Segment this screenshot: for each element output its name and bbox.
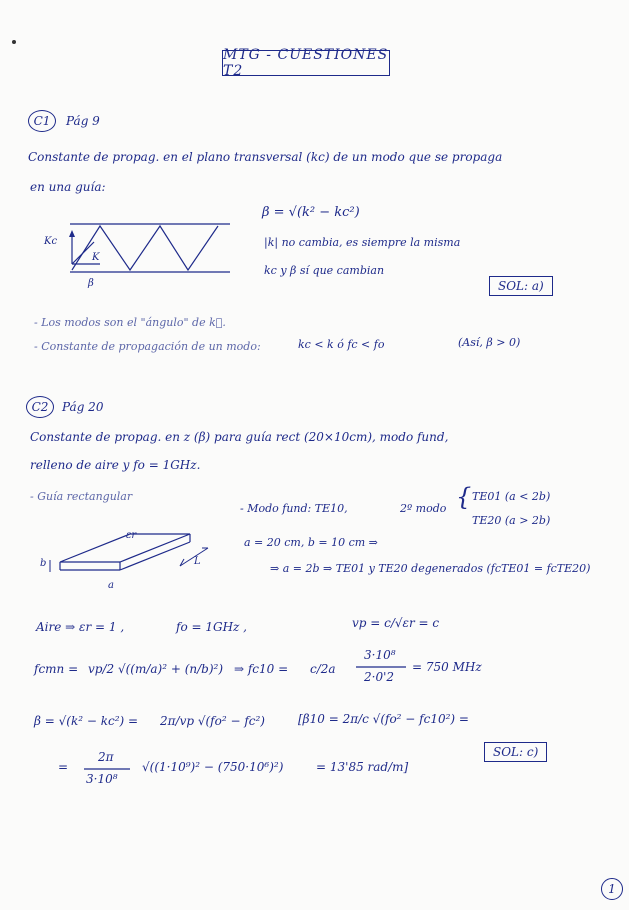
scan-dot (12, 40, 16, 44)
q2-dimensions: a = 20 cm, b = 10 cm ⇒ (244, 536, 378, 549)
equals-sign: = (58, 760, 69, 774)
q2-beta-lhs: β = √(k² − kc²) = (34, 714, 139, 728)
q1-condition: kc < k ó fc < fo (298, 338, 385, 351)
fraction-bar (356, 666, 408, 669)
q2-statement-line2: relleno de aire y fo = 1GHz. (30, 458, 201, 472)
q2-statement-line1: Constante de propag. en z (β) para guía rect (20×10cm), modo fund, (30, 430, 449, 444)
q1-note-kc: kc y β sí que cambian (264, 264, 385, 277)
q2-calc-denominator: 3·10⁸ (86, 772, 118, 786)
diagram-beta-label: β (88, 278, 94, 289)
page-title: MTG - CUESTIONES T2 (223, 47, 389, 79)
q2-second-mode: 2º modo (400, 502, 447, 515)
q2-air-condition: Aire ⇒ εr = 1 , (36, 620, 125, 634)
question-1-badge: C1 (28, 110, 56, 132)
q1-note-propagation: - Constante de propagación de un modo: (34, 340, 261, 353)
q2-solution-box: SOL: c) (484, 742, 547, 762)
q2-mode-option-te01: TE01 (a < 2b) (472, 490, 551, 503)
q2-fc10-lhs: ⇒ fc10 = (234, 662, 289, 676)
q1-note-k: |k| no cambia, es siempre la misma (264, 236, 461, 249)
diagram-b-label: b (40, 558, 47, 569)
q1-conclusion: (Así, β > 0) (458, 336, 521, 349)
q2-calc-sqrt: √((1·10⁹)² − (750·10⁶)²) (142, 760, 284, 774)
diagram-k-label: K (92, 252, 100, 263)
diagram-a-label: a (108, 580, 114, 591)
mode-brace: { (456, 483, 472, 511)
q1-statement-line1: Constante de propag. en el plano transversal (kc) de un modo que se propaga (28, 150, 503, 164)
q1-beta-formula: β = √(k² − kc²) (262, 205, 360, 220)
q1-note-modes: - Los modos son el "ángulo" de k⃗. (34, 316, 226, 329)
diagram-er-label: εr (126, 530, 137, 541)
q2-result: = 13'85 rad/m] (316, 760, 409, 774)
q2-degenerate-modes: ⇒ a = 2b ⇒ TE01 y TE20 degenerados (fcTE01 = fcTE20) (270, 562, 591, 575)
q2-frequency: fo = 1GHz , (176, 620, 247, 634)
q2-beta-formula: 2π/vp √(fo² − fc²) (160, 714, 265, 728)
q2-fcmn-lhs: fcmn = (34, 662, 79, 676)
q2-fc10-numerator: 3·10⁸ (364, 648, 396, 662)
waveguide-ray-diagram (60, 212, 240, 292)
q2-page-ref: Pág 20 (62, 400, 104, 414)
q2-fc10-formula: c/2a (310, 662, 336, 676)
page-number: 1 (601, 878, 623, 900)
q2-mode-option-te20: TE20 (a > 2b) (472, 514, 551, 527)
q2-phase-velocity: vp = c/√εr = c (352, 616, 440, 630)
q2-calc-numerator: 2π (98, 750, 114, 764)
q2-fundamental-mode: - Modo fund: TE10, (240, 502, 348, 515)
q1-solution-box: SOL: a) (489, 276, 553, 296)
q2-fcmn-formula: vp/2 √((m/a)² + (n/b)²) (88, 662, 224, 676)
q2-fc10-result: = 750 MHz (412, 660, 482, 674)
q2-beta10-formula: [β10 = 2π/c √(fo² − fc10²) = (298, 712, 469, 726)
q2-fc10-denominator: 2·0'2 (364, 670, 395, 684)
question-2-badge: C2 (26, 396, 54, 418)
q1-statement-line2: en una guía: (30, 180, 106, 194)
diagram-l-label: L (194, 556, 201, 567)
q1-page-ref: Pág 9 (66, 114, 100, 128)
diagram-kc-label: Kc (44, 236, 58, 247)
q2-subheading: - Guía rectangular (30, 490, 133, 503)
calc-fraction-bar (84, 768, 132, 771)
